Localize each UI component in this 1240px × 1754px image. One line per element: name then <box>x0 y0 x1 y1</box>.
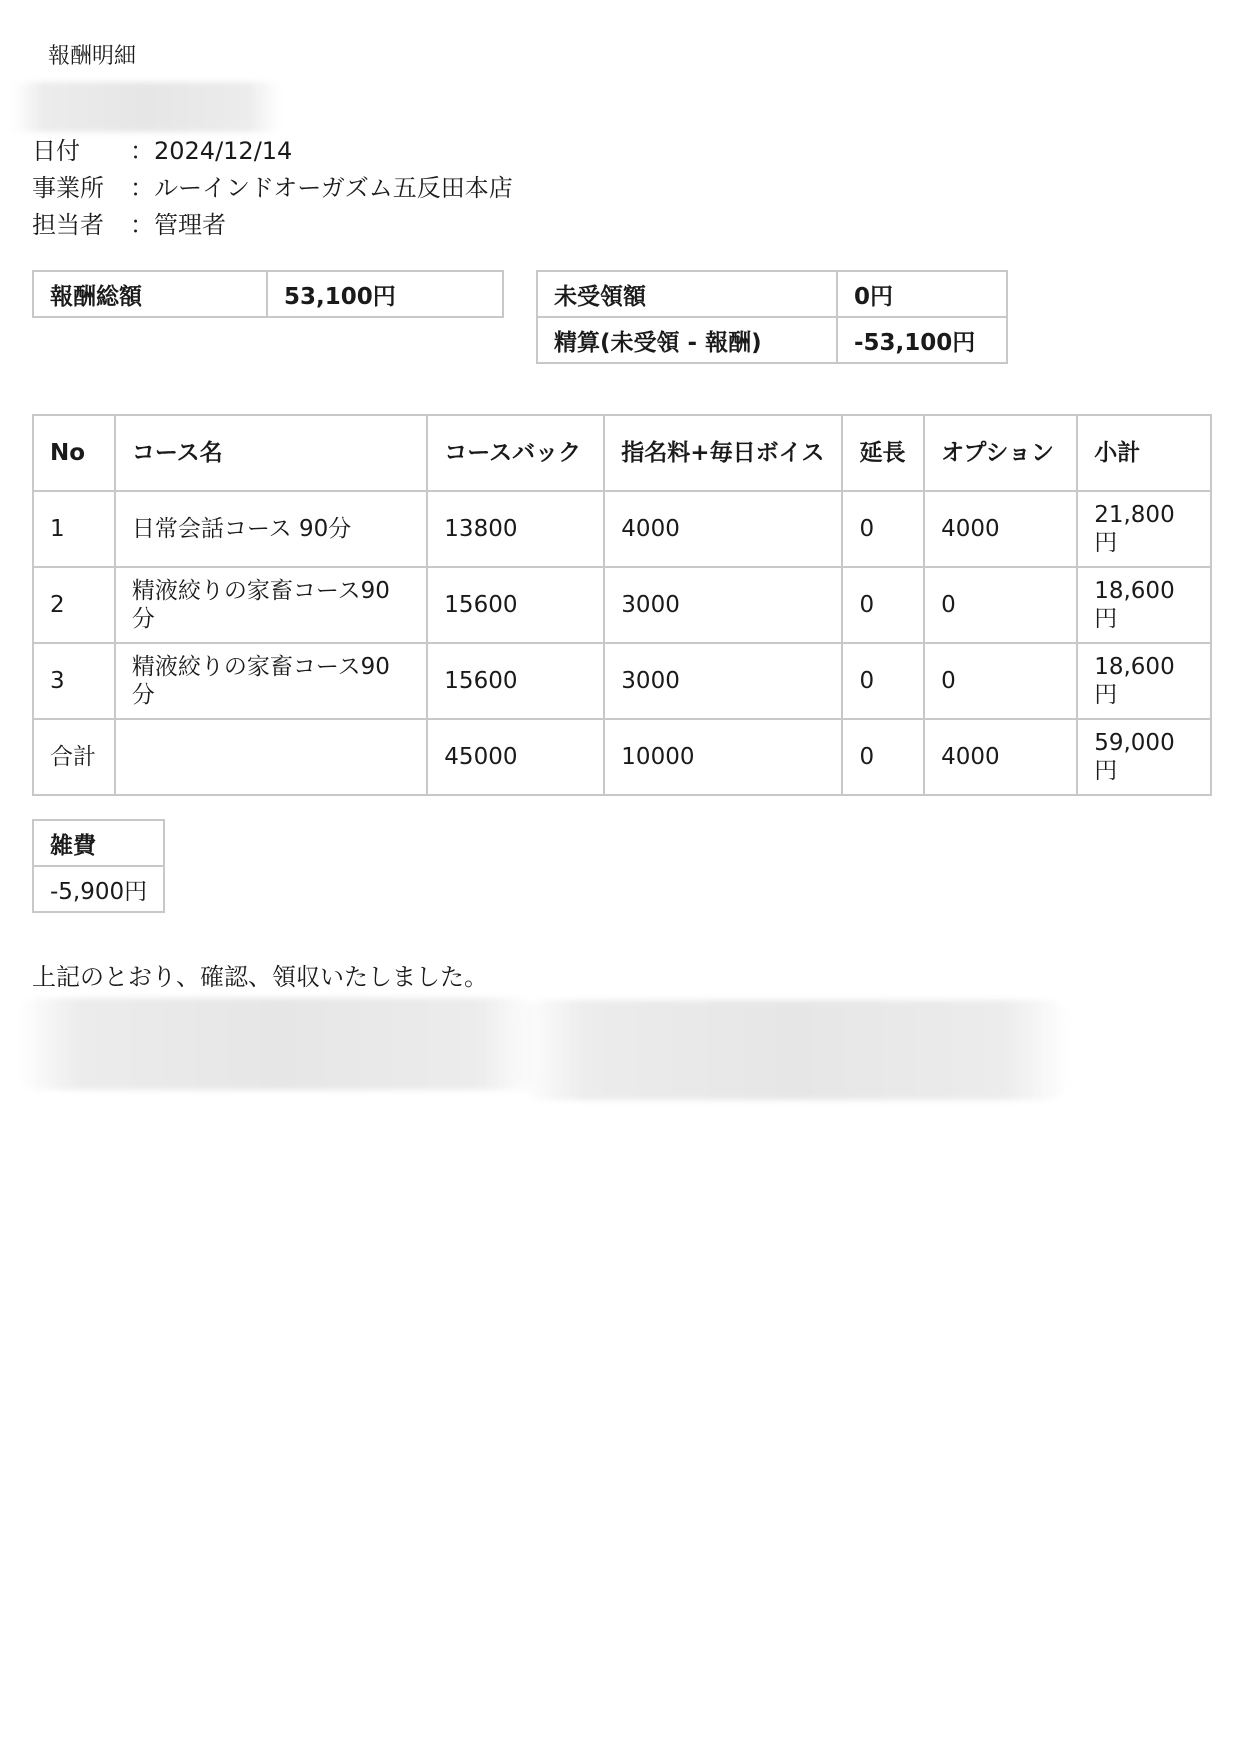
total-option: 4000 <box>924 719 1077 795</box>
date-value: ：2024/12/14 <box>130 137 293 165</box>
total-reward-row <box>33 271 503 317</box>
cell-course-back: 15600 <box>427 643 604 719</box>
unreceived-value: 0円 <box>837 271 1007 317</box>
header-course-name: コース名 <box>115 415 427 491</box>
misc-value-row <box>33 866 164 912</box>
total-reward-table <box>32 270 504 318</box>
date-row <box>32 133 513 170</box>
course-detail-table <box>32 414 1212 796</box>
table-row <box>33 567 1211 643</box>
cell-extension: 0 <box>842 567 924 643</box>
header-subtotal: 小計 <box>1077 415 1211 491</box>
total-reward-label: 報酬総額 <box>33 271 267 317</box>
unreceived-label: 未受領額 <box>537 271 837 317</box>
settlement-label: 精算(未受領 - 報酬) <box>537 317 837 363</box>
cell-option: 0 <box>924 643 1077 719</box>
cell-subtotal: 18,600円 <box>1077 643 1211 719</box>
misc-expense-table <box>32 819 165 913</box>
header-extension: 延長 <box>842 415 924 491</box>
cell-subtotal: 18,600円 <box>1077 567 1211 643</box>
total-label: 合計 <box>33 719 115 795</box>
header-nomination-fee: 指名料+毎日ボイス <box>604 415 842 491</box>
table-total-row <box>33 719 1211 795</box>
total-subtotal: 59,000円 <box>1077 719 1211 795</box>
office-row <box>32 170 513 207</box>
cell-course-back: 13800 <box>427 491 604 567</box>
cell-course-name: 精液絞りの家畜コース90分 <box>115 567 427 643</box>
document-title: 報酬明細 <box>48 44 137 69</box>
document-meta <box>32 133 513 244</box>
header-course-back: コースバック <box>427 415 604 491</box>
staff-row <box>32 207 513 244</box>
misc-expense-label: 雑費 <box>33 820 164 866</box>
misc-header-row <box>33 820 164 866</box>
table-row <box>33 491 1211 567</box>
total-extension: 0 <box>842 719 924 795</box>
header-option: オプション <box>924 415 1077 491</box>
settlement-table <box>536 270 1008 364</box>
settlement-value: -53,100円 <box>837 317 1007 363</box>
cell-course-name: 日常会話コース 90分 <box>115 491 427 567</box>
redacted-signature-left <box>18 998 538 1090</box>
total-reward-value: 53,100円 <box>267 271 503 317</box>
redacted-recipient-name <box>12 82 280 132</box>
cell-option: 4000 <box>924 491 1077 567</box>
cell-course-name: 精液絞りの家畜コース90分 <box>115 643 427 719</box>
cell-extension: 0 <box>842 643 924 719</box>
office-label: 事業所 <box>32 174 104 202</box>
office-value: ：ルーインドオーガズム五反田本店 <box>130 174 513 202</box>
cell-no: 2 <box>33 567 115 643</box>
cell-nomination-fee: 4000 <box>604 491 842 567</box>
total-course-back: 45000 <box>427 719 604 795</box>
redacted-signature-right <box>520 1000 1070 1100</box>
cell-course-back: 15600 <box>427 567 604 643</box>
table-header-row <box>33 415 1211 491</box>
cell-nomination-fee: 3000 <box>604 567 842 643</box>
table-row <box>33 643 1211 719</box>
settlement-row <box>537 317 1007 363</box>
total-course-name <box>115 719 427 795</box>
date-label: 日付 <box>32 137 80 165</box>
cell-nomination-fee: 3000 <box>604 643 842 719</box>
receipt-confirmation-text: 上記のとおり、確認、領収いたしました。 <box>32 963 488 991</box>
cell-extension: 0 <box>842 491 924 567</box>
total-nomination-fee: 10000 <box>604 719 842 795</box>
cell-no: 1 <box>33 491 115 567</box>
unreceived-row <box>537 271 1007 317</box>
header-no: No <box>33 415 115 491</box>
misc-expense-value: -5,900円 <box>33 866 164 912</box>
staff-value: ：管理者 <box>130 211 226 239</box>
cell-no: 3 <box>33 643 115 719</box>
staff-label: 担当者 <box>32 211 104 239</box>
cell-subtotal: 21,800円 <box>1077 491 1211 567</box>
cell-option: 0 <box>924 567 1077 643</box>
